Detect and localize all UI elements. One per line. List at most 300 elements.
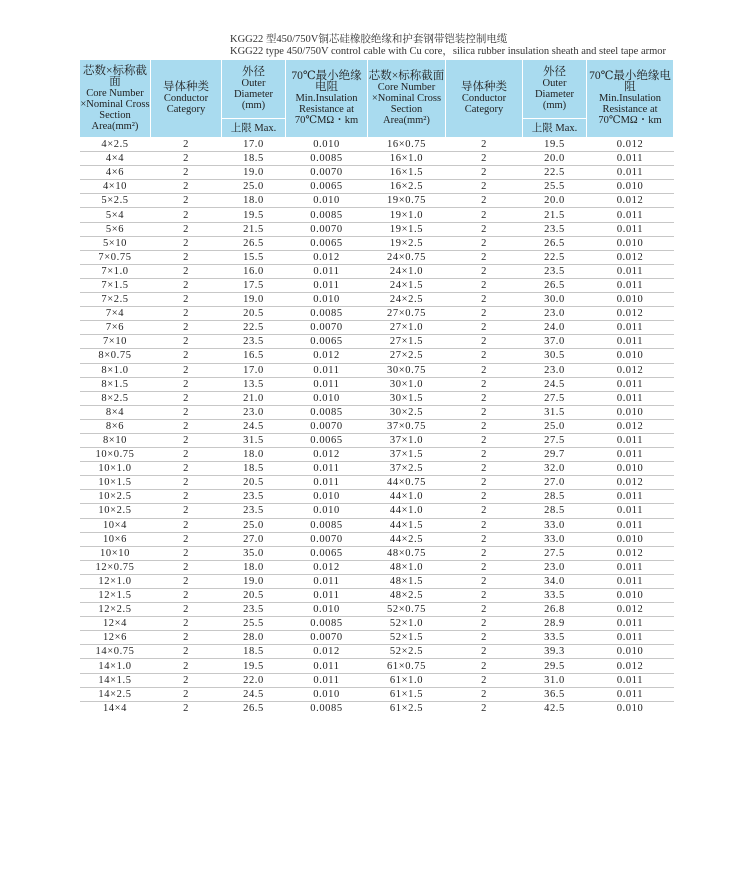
table-cell: 26.5 [243,702,264,714]
table-cell: 19.0 [222,574,286,588]
table-cell: 16×0.75 [368,138,446,152]
table-cell: 44×0.75 [368,476,446,490]
table-cell: 0.0065 [286,180,368,194]
table-cell: 0.011 [587,264,674,278]
table-cell: 2 [446,546,523,560]
table-cell: 0.012 [587,546,674,560]
table-cell: 0.011 [587,321,674,335]
table-cell: 2 [151,166,222,180]
table-cell: 2 [151,377,222,391]
table-cell: 0.011 [286,264,368,278]
table-cell: 2 [446,490,523,504]
table-cell: 0.011 [286,659,368,673]
table-cell: 18.0 [222,194,286,208]
table-cell: 33.5 [523,631,587,645]
table-cell: 10×0.75 [80,448,151,462]
table-cell: 35.0 [222,546,286,560]
table-cell: 24×0.75 [368,250,446,264]
table-cell: 7×1.0 [80,264,151,278]
table-row [80,307,674,321]
table-cell: 0.0070 [286,631,368,645]
table-cell: 2 [151,532,222,546]
table-cell: 2 [446,208,523,222]
table-cell: 33.0 [523,518,587,532]
table-cell: 0.010 [587,645,674,659]
table-cell: 14×4 [102,702,128,714]
table-cell: 0.012 [286,645,368,659]
table-cell: 5×6 [80,222,151,236]
table-cell: 37×1.5 [368,448,446,462]
table-cell: 2 [446,659,523,673]
table-cell: 19×1.0 [368,208,446,222]
table-row [80,349,674,363]
table-cell: 18.0 [222,448,286,462]
table-cell: 0.011 [286,363,368,377]
table-cell: 2 [446,574,523,588]
table-cell: 2 [151,363,222,377]
table-cell: 0.010 [286,504,368,518]
table-cell: 19.0 [222,293,286,307]
table-cell: 17.0 [222,138,286,152]
table-cell: 24.0 [523,321,587,335]
table-cell: 0.0070 [286,532,368,546]
table-cell: 0.010 [587,236,674,250]
table-row [80,560,674,574]
table-row [80,476,674,490]
table-cell: 12×4 [80,617,151,631]
table-cell: 0.0085 [310,702,343,714]
table-cell: 7×1.5 [80,278,151,292]
table-cell: 14×1.5 [80,673,151,687]
table-cell: 2 [151,391,222,405]
table-cell: 0.0085 [286,307,368,321]
table-cell: 0.010 [286,194,368,208]
table-cell: 16×2.5 [368,180,446,194]
table-cell: 0.011 [286,574,368,588]
table-cell: 27.5 [523,391,587,405]
table-cell: 2 [151,236,222,250]
table-cell: 27×0.75 [368,307,446,321]
table-cell: 16×1.0 [368,152,446,166]
table-cell: 2 [151,419,222,433]
table-cell: 7×6 [80,321,151,335]
table-row [80,490,674,504]
table-cell: 2 [446,250,523,264]
table-cell: 0.011 [587,208,674,222]
table-cell: 37×0.75 [368,419,446,433]
table-cell: 19.0 [222,166,286,180]
table-cell: 48×0.75 [368,546,446,560]
table-cell: 2 [151,208,222,222]
table-title-en: KGG22 type 450/750V control cable with Cu core，silica rubber insulation sheath and steel tape armor [230,46,667,57]
table-cell: 39.3 [523,645,587,659]
table-cell: 33.0 [523,532,587,546]
table-cell: 0.0085 [286,208,368,222]
table-cell: 44×2.5 [368,532,446,546]
table-cell: 0.0065 [286,546,368,560]
table-cell: 0.012 [587,194,674,208]
table-cell: 2 [151,250,222,264]
table-cell: 27.0 [523,476,587,490]
table-cell: 44×1.0 [368,504,446,518]
header-max-2: 上限 Max. [523,119,587,138]
table-cell: 31.0 [523,673,587,687]
table-cell: 14×0.75 [80,645,151,659]
table-cell: 0.012 [587,138,674,152]
table-cell: 12×1.0 [80,574,151,588]
table-cell: 0.011 [587,617,674,631]
table-cell: 2 [151,405,222,419]
table-cell: 0.011 [587,448,674,462]
table-cell: 18.5 [222,462,286,476]
table-cell: 31.5 [523,405,587,419]
table-row [80,208,674,222]
table-cell: 0.012 [587,603,674,617]
table-cell: 23.0 [523,560,587,574]
table-cell: 37×2.5 [368,462,446,476]
table-cell: 2 [151,433,222,447]
table-cell: 8×0.75 [80,349,151,363]
table-row [80,194,674,208]
table-cell: 2 [446,589,523,603]
table-cell: 0.010 [286,391,368,405]
table-cell: 28.5 [523,490,587,504]
table-cell: 2 [446,307,523,321]
table-row [80,222,674,236]
table-row [80,687,674,701]
table-cell: 2 [446,603,523,617]
table-cell: 2 [151,138,222,152]
table-cell: 0.010 [587,589,674,603]
table-cell: 2 [151,617,222,631]
table-cell: 0.011 [286,589,368,603]
table-cell: 30×0.75 [368,363,446,377]
table-cell: 28.0 [222,631,286,645]
table-cell: 0.010 [587,180,674,194]
table-cell: 24.5 [523,377,587,391]
table-cell: 44×1.0 [368,490,446,504]
table-cell: 0.011 [587,490,674,504]
table-cell: 0.011 [286,673,368,687]
table-cell: 10×1.5 [80,476,151,490]
table-cell: 0.010 [587,532,674,546]
table-cell: 2 [446,673,523,687]
table-cell: 19×1.5 [368,222,446,236]
table-row [80,645,674,659]
table-cell: 0.012 [587,659,674,673]
table-cell: 19×0.75 [368,194,446,208]
table-row [80,391,674,405]
table-cell: 12×6 [80,631,151,645]
table-cell: 23.5 [222,504,286,518]
table-cell: 23.0 [222,405,286,419]
header-core-number-2: 芯数×标称截面 Core Number ×Nominal Cross Section Area(mm²) [368,60,446,138]
table-cell: 20.5 [222,476,286,490]
table-cell: 15.5 [222,250,286,264]
table-cell: 2 [446,321,523,335]
table-cell: 23.5 [222,335,286,349]
table-cell: 2 [151,448,222,462]
table-cell: 22.5 [523,250,587,264]
table-cell: 2 [151,560,222,574]
table-cell: 27.5 [523,546,587,560]
table-cell: 26.5 [523,278,587,292]
table-cell: 2 [446,645,523,659]
table-cell: 24.5 [222,419,286,433]
table-row [80,589,674,603]
table-cell: 0.0065 [286,433,368,447]
table-cell: 61×1.0 [368,673,446,687]
table-cell: 19.5 [222,659,286,673]
table-row [80,363,674,377]
header-core-number: 芯数×标称截面 Core Number ×Nominal Cross Section Area(mm²) [80,60,151,138]
table-cell: 18.0 [222,560,286,574]
table-cell: 28.9 [523,617,587,631]
table-cell: 25.5 [523,180,587,194]
table-cell: 36.5 [523,687,587,701]
table-row [80,631,674,645]
table-cell: 52×1.5 [368,631,446,645]
table-cell: 0.011 [587,152,674,166]
table-cell: 2 [446,180,523,194]
table-cell: 2 [446,433,523,447]
table-cell: 18.5 [222,152,286,166]
table-row [80,293,674,307]
table-cell: 7×2.5 [80,293,151,307]
table-cell: 7×0.75 [80,250,151,264]
table-cell: 0.010 [286,603,368,617]
spec-table-body [80,138,674,715]
table-cell: 0.010 [587,462,674,476]
table-cell: 48×2.5 [368,589,446,603]
table-cell: 25.0 [222,180,286,194]
table-cell: 24×2.5 [368,293,446,307]
table-cell: 5×10 [80,236,151,250]
table-cell: 23.0 [523,363,587,377]
table-cell: 2 [446,448,523,462]
table-cell: 0.011 [587,504,674,518]
table-cell: 19×2.5 [368,236,446,250]
table-cell: 19.5 [222,208,286,222]
table-row [80,603,674,617]
table-cell: 4×2.5 [80,138,151,152]
table-cell: 2 [151,335,222,349]
header-outer-diameter-2: 外径 Outer Diameter (mm) [523,60,587,119]
table-cell: 16.0 [222,264,286,278]
table-cell: 4×6 [80,166,151,180]
table-cell: 2 [446,152,523,166]
table-cell: 0.011 [587,222,674,236]
table-cell: 2 [151,518,222,532]
table-cell: 2 [446,560,523,574]
table-cell: 10×2.5 [80,490,151,504]
table-cell: 2 [151,589,222,603]
table-cell: 48×1.0 [368,560,446,574]
table-cell: 0.012 [587,476,674,490]
table-cell: 33.5 [523,589,587,603]
table-cell: 17.0 [222,363,286,377]
table-cell: 2 [151,574,222,588]
table-cell: 20.5 [222,307,286,321]
table-cell: 10×2.5 [80,504,151,518]
table-cell: 29.7 [523,448,587,462]
table-cell: 2 [446,532,523,546]
table-cell: 0.012 [587,307,674,321]
table-cell: 2 [151,349,222,363]
table-cell: 0.0085 [286,617,368,631]
table-cell: 2 [151,222,222,236]
table-cell: 0.011 [587,687,674,701]
table-cell: 2 [446,236,523,250]
table-cell: 16.5 [222,349,286,363]
table-cell: 14×1.0 [80,659,151,673]
table-cell: 0.011 [587,433,674,447]
table-cell: 2 [446,405,523,419]
table-cell: 23.5 [523,264,587,278]
table-cell: 5×2.5 [80,194,151,208]
table-cell: 30×2.5 [368,405,446,419]
header-conductor-2: 导体种类 Conductor Category [446,60,523,138]
table-cell: 8×4 [80,405,151,419]
table-cell: 10×6 [80,532,151,546]
table-cell: 0.011 [587,574,674,588]
table-row [80,138,674,152]
table-row [80,335,674,349]
table-cell: 0.011 [286,377,368,391]
table-cell: 0.011 [587,631,674,645]
table-cell: 2 [446,264,523,278]
table-cell: 2 [446,166,523,180]
table-cell: 0.010 [286,138,368,152]
table-cell: 8×1.5 [80,377,151,391]
table-cell: 37×1.0 [368,433,446,447]
table-cell: 12×2.5 [80,603,151,617]
table-cell: 2 [183,702,189,714]
table-row [80,152,674,166]
table-row [80,504,674,518]
table-cell: 22.0 [222,673,286,687]
table-cell: 2 [151,659,222,673]
table-cell: 2 [151,631,222,645]
table-cell: 2 [151,476,222,490]
table-cell: 61×0.75 [368,659,446,673]
table-cell: 22.5 [222,321,286,335]
table-cell: 0.0070 [286,222,368,236]
table-cell: 27×1.0 [368,321,446,335]
table-row [80,546,674,560]
table-cell: 0.011 [286,462,368,476]
table-cell: 0.012 [587,250,674,264]
table-cell: 30.0 [523,293,587,307]
table-cell: 27.5 [523,433,587,447]
table-cell: 0.0065 [286,335,368,349]
table-cell: 0.011 [587,166,674,180]
table-cell: 0.010 [587,349,674,363]
table-row [80,532,674,546]
table-cell: 23.0 [523,307,587,321]
table-cell: 61×1.5 [368,687,446,701]
table-cell: 14×2.5 [80,687,151,701]
table-cell: 10×10 [80,546,151,560]
table-cell: 26.8 [523,603,587,617]
table-cell: 27×1.5 [368,335,446,349]
table-cell: 0.011 [587,391,674,405]
table-cell: 0.011 [587,278,674,292]
table-cell: 2 [446,377,523,391]
table-cell: 2 [446,222,523,236]
table-row [80,377,674,391]
table-row [80,405,674,419]
table-cell: 2 [151,546,222,560]
table-cell: 2 [446,687,523,701]
table-cell: 0.0085 [286,405,368,419]
table-row [80,462,674,476]
table-cell: 0.012 [587,363,674,377]
table-cell: 2 [446,138,523,152]
table-cell: 0.012 [286,560,368,574]
table-row [80,321,674,335]
table-cell: 5×4 [80,208,151,222]
table-cell: 4×10 [80,180,151,194]
table-cell: 2 [151,194,222,208]
table-cell: 0.011 [587,673,674,687]
header-max: 上限 Max. [222,119,286,138]
table-cell: 2 [151,321,222,335]
table-row [80,278,674,292]
table-cell: 2 [446,476,523,490]
table-row [80,574,674,588]
table-cell: 4×4 [80,152,151,166]
table-cell: 8×2.5 [80,391,151,405]
header-insulation: 70℃最小绝缘电阻 Min.Insulation Resistance at 70℃MΩ・km [286,60,368,138]
table-cell: 21.5 [523,208,587,222]
table-cell: 23.5 [222,603,286,617]
table-row [80,236,674,250]
table-cell: 2 [481,702,487,714]
table-row [80,701,674,715]
table-cell: 30.5 [523,349,587,363]
table-cell: 0.0070 [286,166,368,180]
table-cell: 2 [151,687,222,701]
table-title-cn: KGG22 型450/750V铜芯硅橡胶绝缘和护套钢带铠装控制电缆 [230,34,508,45]
table-row [80,518,674,532]
table-cell: 2 [151,180,222,194]
table-row [80,250,674,264]
table-cell: 42.5 [544,702,565,714]
table-cell: 19.5 [523,138,587,152]
table-cell: 2 [151,490,222,504]
table-cell: 2 [446,363,523,377]
table-cell: 16×1.5 [368,166,446,180]
table-cell: 25.5 [222,617,286,631]
table-cell: 37.0 [523,335,587,349]
table-cell: 2 [151,504,222,518]
table-row [80,659,674,673]
table-cell: 2 [151,152,222,166]
table-cell: 21.0 [222,391,286,405]
table-cell: 2 [446,391,523,405]
table-cell: 52×2.5 [368,645,446,659]
table-cell: 2 [446,278,523,292]
header-insulation-2: 70℃最小绝缘电阻 Min.Insulation Resistance at 70℃MΩ・km [587,60,674,138]
table-cell: 2 [446,617,523,631]
table-cell: 27×2.5 [368,349,446,363]
table-cell: 31.5 [222,433,286,447]
table-cell: 0.010 [286,687,368,701]
table-cell: 0.012 [286,349,368,363]
table-cell: 0.011 [587,377,674,391]
table-cell: 24.5 [222,687,286,701]
